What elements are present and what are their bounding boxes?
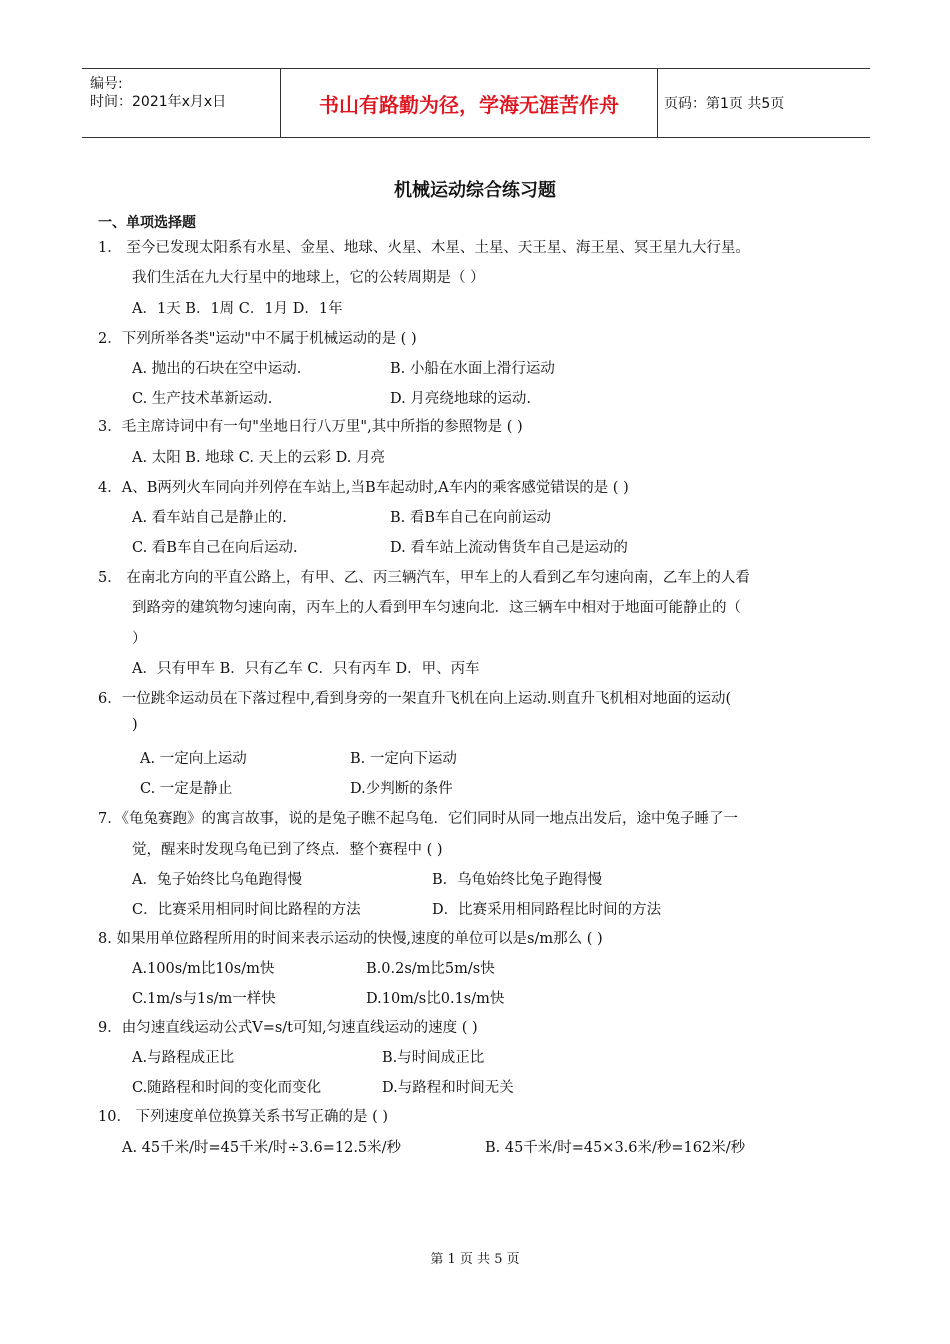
section-heading: 一、单项选择题 [98,215,196,231]
question-7-option-a: A．兔子始终比乌龟跑得慢 [132,872,302,888]
question-5-line-3: ） [132,631,147,647]
question-8-option-d: D.10m/s比0.1s/m快 [366,991,505,1007]
question-8-option-b: B.0.2s/m比5m/s快 [366,961,495,977]
question-9-option-d: D.与路程和时间无关 [382,1080,514,1096]
question-1-line-1: 1． 至今已发现太阳系有水星、金星、地球、火星、木星、土星、天王星、海王星、冥王星九大行星。 [98,240,750,256]
question-7-line-2: 觉，醒来时发现乌龟已到了终点．整个赛程中 ( ) [132,842,443,858]
question-7-option-d: D．比赛采用相同路程比时间的方法 [432,902,662,918]
question-2-option-a: A. 抛出的石块在空中运动. [132,361,302,377]
motto: 书山有路勤为径，学海无涯苦作舟 [280,69,658,137]
question-1-options: A．1天 B．1周 C．1月 D．1年 [132,301,343,317]
question-6-option-d: D.少判断的条件 [350,781,453,797]
question-4-option-a: A. 看车站自己是静止的. [132,510,287,526]
question-2-line-1: 2．下列所举各类"运动"中不属于机械运动的是 ( ) [98,331,417,347]
document-header [82,68,870,138]
time-label: 时间：2021年x月x日 [90,94,227,110]
question-6-line-2: ) [132,717,138,733]
header-left-cell [82,69,280,137]
question-2-option-c: C. 生产技术革新运动. [132,391,273,407]
question-7-option-c: C．比赛采用相同时间比路程的方法 [132,902,361,918]
question-3-line-1: 3．毛主席诗词中有一句"坐地日行八万里",其中所指的参照物是 ( ) [98,419,523,435]
question-8-option-c: C.1m/s与1s/m一样快 [132,991,276,1007]
question-10-option-a: A. 45千米/时=45千米/时÷3.6=12.5米/秒 [122,1140,402,1156]
question-1-line-2: 我们生活在九大行星中的地球上，它的公转周期是（ ） [132,270,485,286]
question-4-option-d: D. 看车站上流动售货车自己是运动的 [390,540,628,556]
question-2-option-d: D. 月亮绕地球的运动. [390,391,531,407]
question-3-options: A. 太阳 B. 地球 C. 天上的云彩 D. 月亮 [132,450,386,466]
question-10-option-b: B. 45千米/时=45×3.6米/秒=162米/秒 [485,1140,746,1156]
question-5-line-1: 5． 在南北方向的平直公路上，有甲、乙、丙三辆汽车，甲车上的人看到乙车匀速向南，乙车上的人看 [98,570,750,586]
page-footer: 第 1 页 共 5 页 [430,1252,520,1267]
question-8-option-a: A.100s/m比10s/m快 [132,961,275,977]
question-5-options: A．只有甲车 B．只有乙车 C．只有丙车 D．甲、丙车 [132,661,480,677]
page-info: 页码：第1页 共5页 [664,96,785,112]
question-2-option-b: B. 小船在水面上滑行运动 [390,361,555,377]
question-8-line-1: 8. 如果用单位路程所用的时间来表示运动的快慢,速度的单位可以是s/m那么 ( ) [98,931,603,947]
question-9-option-c: C.随路程和时间的变化而变化 [132,1080,322,1096]
question-4-option-b: B. 看B车自己在向前运动 [390,510,552,526]
question-7-option-b: B．乌龟始终比兔子跑得慢 [432,872,603,888]
question-4-line-1: 4．A、B两列火车同向并列停在车站上,当B车起动时,A车内的乘客感觉错误的是 ( ) [98,480,629,496]
question-5-line-2: 到路旁的建筑物匀速向南，丙车上的人看到甲车匀速向北．这三辆车中相对于地面可能静止的（ [132,600,741,616]
question-6-option-a: A. 一定向上运动 [140,751,247,767]
number-label: 编号: [90,76,123,92]
question-9-option-a: A.与路程成正比 [132,1050,235,1066]
question-9-option-b: B.与时间成正比 [382,1050,485,1066]
question-10-line-1: 10． 下列速度单位换算关系书写正确的是 ( ) [98,1109,389,1125]
question-6-line-1: 6．一位跳伞运动员在下落过程中,看到身旁的一架直升飞机在向上运动.则直升飞机相对地面的运动( [98,691,732,707]
question-4-option-c: C. 看B车自己在向后运动. [132,540,298,556]
question-6-option-b: B. 一定向下运动 [350,751,457,767]
question-9-line-1: 9．由匀速直线运动公式V=s/t可知,匀速直线运动的速度 ( ) [98,1020,478,1036]
question-6-option-c: C. 一定是静止 [140,781,233,797]
page-title: 机械运动综合练习题 [394,180,556,201]
question-7-line-1: 7．《龟兔赛跑》的寓言故事，说的是兔子瞧不起乌龟．它们同时从同一地点出发后，途中兔子睡了一 [98,811,738,827]
